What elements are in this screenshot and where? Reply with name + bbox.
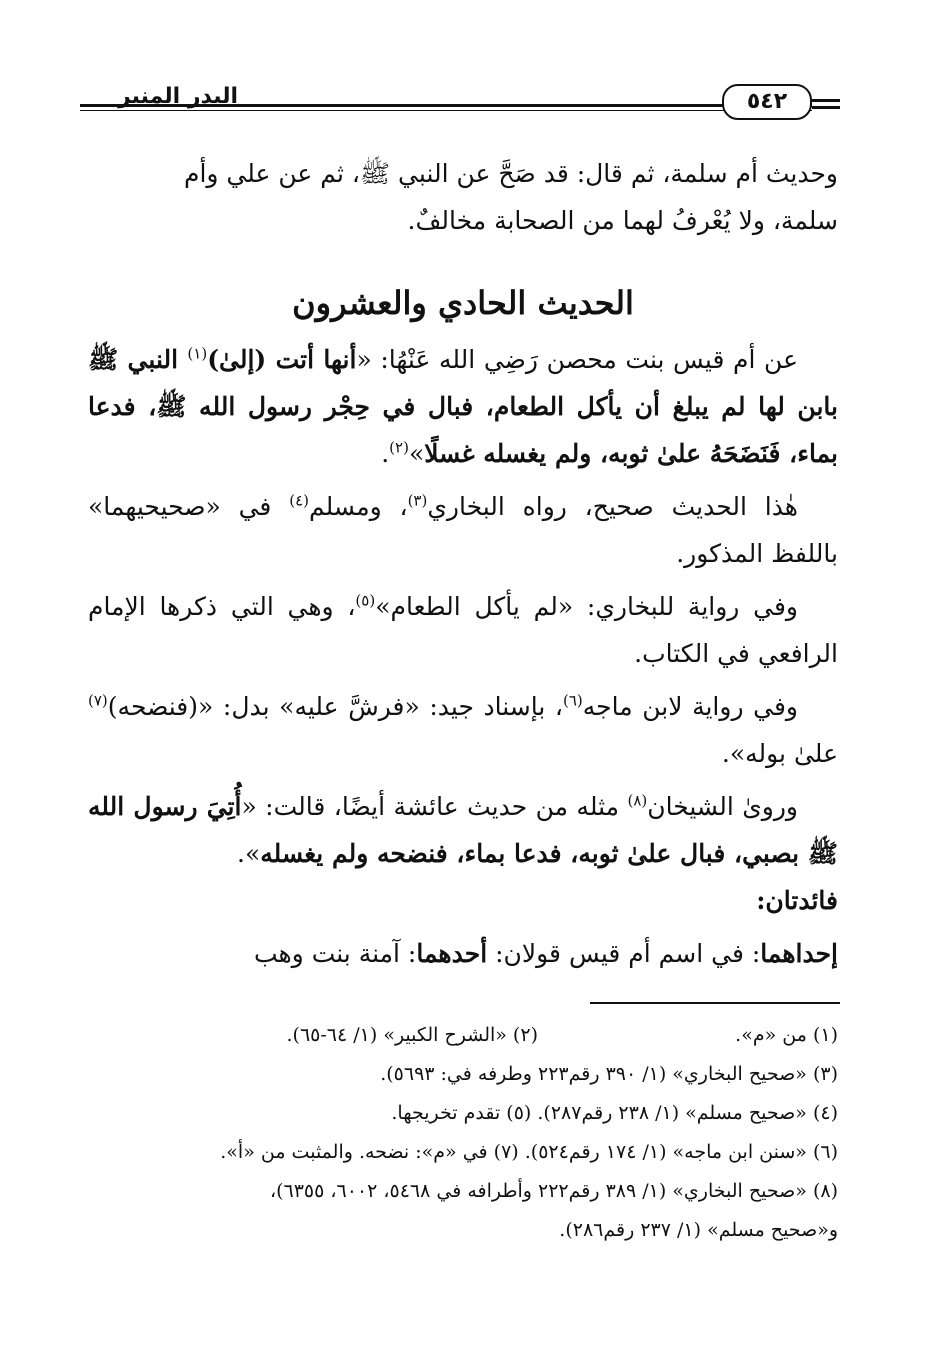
bukhari-narration-paragraph: وفي رواية للبخاري: «لم يأكل الطعام»$^{(٥)}$، وهي التي ذكرها الإمام الرافعي في الكتاب. [88,591,838,668]
footnote-ref-6: (٦) [562,691,583,710]
footnote-separator [590,1002,840,1004]
running-header [80,78,840,126]
page-number: ٥٤٢ [722,84,812,120]
footnote-ref-5: (٥) [355,591,376,610]
footnote-4-5: (٤) «صحيح مسلم» (١/ ٢٣٨ رقم٢٨٧). (٥) تقدم تخريجها. [391,1102,838,1124]
intro-line-1: وحديث أم سلمة، ثم قال: قد صَحَّ عن النبي ﷺ، ثم عن علي وأم [183,159,838,188]
footnotes [88,1016,838,1250]
book-title: البدر المنير [118,84,239,109]
footnote-3: (٣) «صحيح البخاري» (١/ ٣٩٠ رقم٢٢٣ وطرفه في: ٥٦٩٣). [380,1063,838,1085]
footnote-ref-8: (٨) [627,791,648,810]
footnote-row-1-2 [88,1016,838,1055]
header-rule-thin [80,110,812,111]
authenticity-paragraph: هٰذا الحديث صحيح، رواه البخاري$^{(٣)}$، ومسلم$^{(٤)}$ في «صحيحيهما» باللفظ المذكور. [88,491,838,568]
footnote-1: (١) من «م». [735,1024,838,1046]
ibn-majah-paragraph: وفي رواية لابن ماجه$^{(٦)}$، بإسناد جيد: «فرشَّ عليه» بدل: «(فنضحه)$^{(٧)}$ علىٰ بوله». [88,691,838,768]
section-heading: الحديث الحادي والعشرون [292,284,634,322]
footnote-ref-4: (٤) [289,491,309,510]
footnote-2: (٢) «الشرح الكبير» (١/ ٦٤-٦٥). [286,1024,538,1046]
header-rule-stub-lower [812,106,840,109]
header-rule-stub [812,99,840,102]
first-benefit-paragraph: إحداهما: في اسم أم قيس قولان: أحدهما: آمنة بنت وهب [253,939,838,968]
footnote-6-7: (٦) «سنن ابن ماجه» (١/ ١٧٤ رقم٥٢٤). (٧) في «م»: نضحه. والمثبت من «أ». [220,1141,838,1163]
paragraph-intro [88,150,838,244]
shaykhan-paragraph: ورویٰ الشيخان$^{(٨)}$ مثله من حديث عائشة أيضًا، قالت: «أُتِيَ رسول الله ﷺ بصبي، فبال علىٰ ثوبه، فدعا بماء، فنضحه ولم يغسله». [88,791,838,868]
intro-line-2: سلمة، ولا يُعْرفُ لهما من الصحابة مخالفٌ. [407,206,838,235]
footnote-8-line-2: و«صحيح مسلم» (١/ ٢٣٧ رقم٢٨٦). [559,1219,838,1241]
footnote-ref-1: (١) [187,344,208,363]
benefits-heading: فائدتان: [756,886,838,915]
footnote-8-line-1: (٨) «صحيح البخاري» (١/ ٣٨٩ رقم٢٢٢ وأطرافه في ٥٤٦٨، ٦٠٠٢، ٦٣٥٥)، [269,1180,838,1202]
main-text [88,336,838,977]
hadith-paragraph: عن أم قيس بنت محصن رَضِي الله عَنْهُا: «أنها أتت (إلىٰ)$^{(١)}$ النبي ﷺ بابن لها لم يبلغ أن يأكل الطعام، فبال في حِجْر رسول الله ﷺ، فدعا بماء، فَنَضَحَهُ علىٰ ثوبه، ولم يغسله غسلًا»$^{(٢)}$. [88,344,838,468]
footnote-ref-3: (٣) [407,491,428,510]
footnote-ref-2: (٢) [389,438,409,457]
footnote-ref-7: (٧) [88,691,108,710]
